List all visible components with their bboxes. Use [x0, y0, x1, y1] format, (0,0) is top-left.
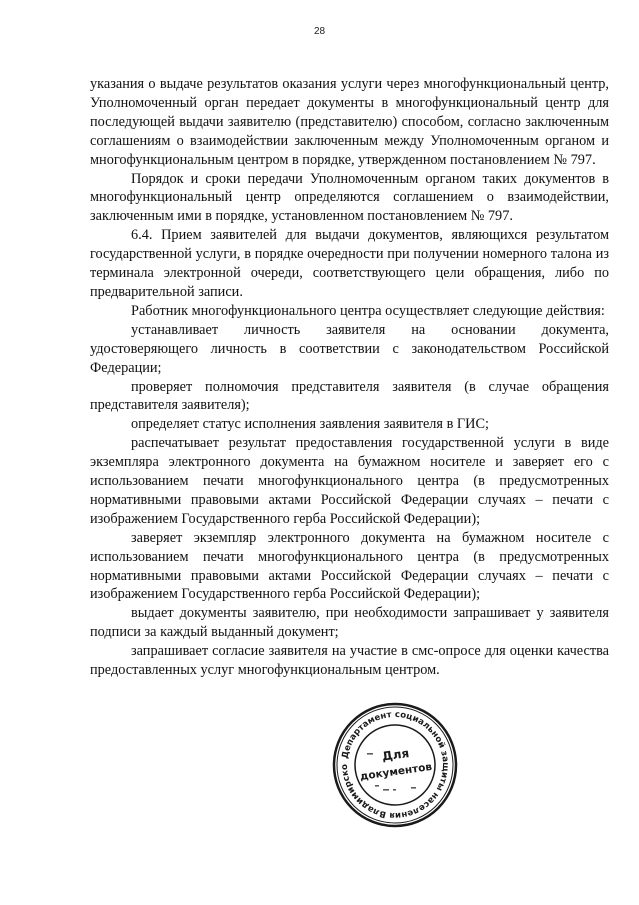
- paragraph-6: проверяет полномочия представителя заявителя (в случае обращения представителя заявителя);: [90, 378, 609, 414]
- stamp-center-line2: документов: [359, 760, 433, 783]
- paragraph-8: распечатывает результат предоставления государственной услуги в виде экземпляра электронного документа на бумажном носителе и заверяет его с использованием печати многофункционального центра (в предусмотренных нормативными правовыми актами Российской Федерации случаях – печати с изображением Государственного герба Российской Федерации);: [90, 435, 609, 527]
- paragraph-1: указания о выдаче результатов оказания услуги через многофункциональный центр, Уполномоченный орган передает документы в многофункциональный центр для последующей выдачи заявителю (представителю) способом, согласно заключенным соглашениям о взаимодействии заключенным между Уполномоченным органом и многофункциональным центром в порядке, утвержденном постановлением № 797.: [90, 76, 609, 168]
- paragraph-7: определяет статус исполнения заявления заявителя в ГИС;: [131, 416, 490, 433]
- paragraph-10: выдает документы заявителю, при необходимости запрашивает у заявителя подписи за каждый выданный документ;: [90, 605, 609, 641]
- paragraph-11: запрашивает согласие заявителя на участие в смс-опросе для оценки качества предоставленных услуг многофункциональным центром.: [90, 643, 609, 679]
- stamp-center-line1: Для: [381, 745, 411, 764]
- stamp-ring-text: Департамент социальной защиты населения Владимирско: [339, 709, 451, 821]
- page-number: 28: [313, 26, 326, 37]
- stamp-seal-icon: [331, 701, 459, 829]
- paragraph-5: устанавливает личность заявителя на основании документа, удостоверяющего личность в соответствии с законодательством Российской Федерации;: [90, 321, 609, 376]
- paragraph-9: заверяет экземпляр электронного документа на бумажном носителе с использованием печати многофункционального центра (в предусмотренных нормативными правовыми актами Российской Федерации случаях – печати с изображением Государственного герба Российской Федерации);: [90, 529, 609, 603]
- official-stamp: [331, 701, 459, 829]
- paragraph-4: Работник многофункционального центра осуществляет следующие действия:: [131, 302, 605, 319]
- body-text: [90, 75, 609, 680]
- paragraph-3: 6.4. Прием заявителей для выдачи документов, являющихся результатом государственной услуги, в порядке очередности при получении номерного талона из терминала электронной очереди, соответствующего цели обращения, либо по предварительной записи.: [90, 227, 609, 300]
- paragraph-2: Порядок и сроки передачи Уполномоченным органом таких документов в многофункциональный центр определяются соглашением о взаимодействии, заключенным ими в порядке, установленном постановлением № 797.: [90, 170, 609, 225]
